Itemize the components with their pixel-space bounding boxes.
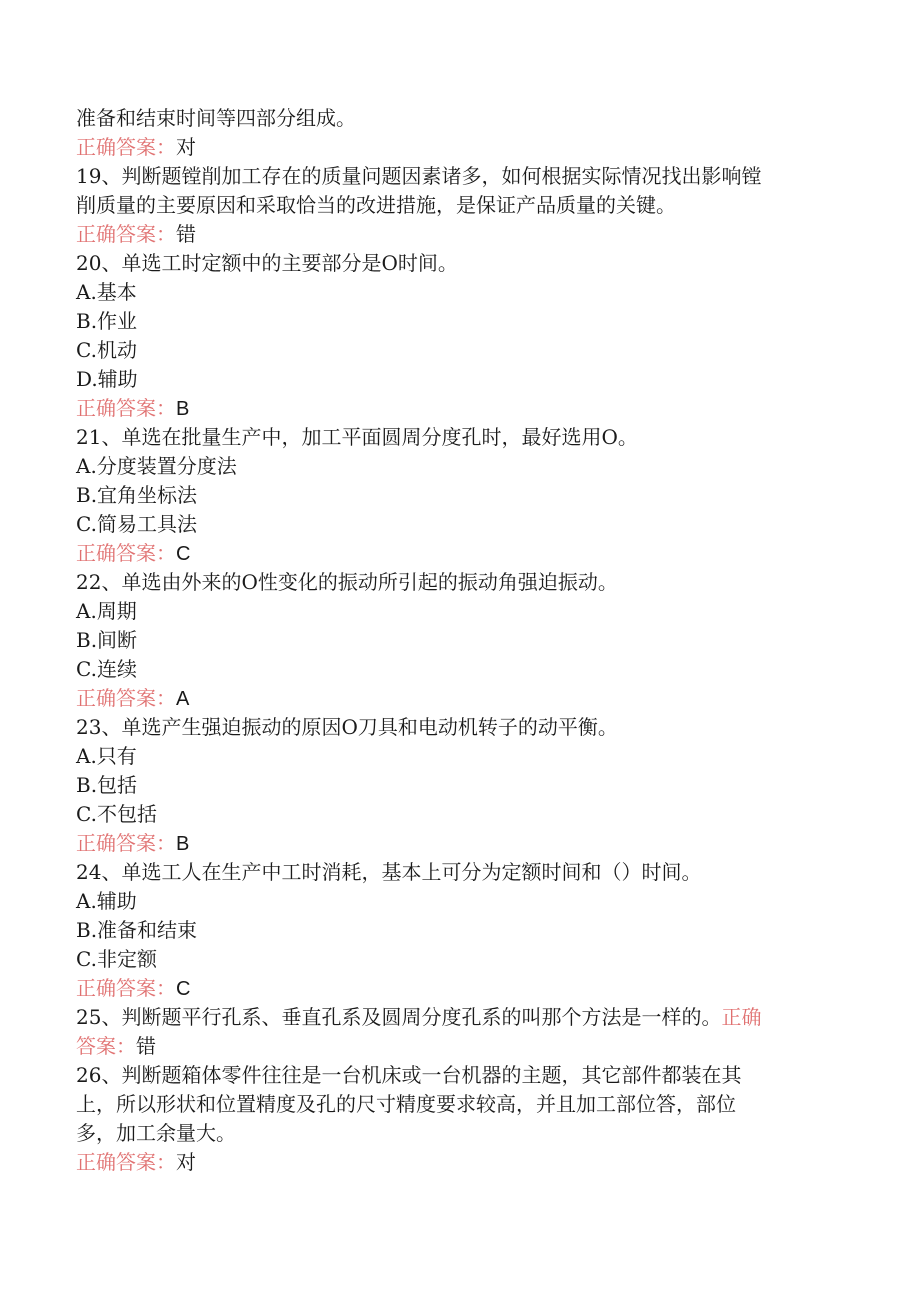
text-line: B.准备和结束 <box>76 918 198 942</box>
text-line: A.基本 <box>76 280 137 304</box>
text-line: B.包括 <box>76 773 138 797</box>
answer-line <box>76 394 816 423</box>
answer-value: 对 <box>176 135 196 159</box>
text-line: A.只有 <box>76 744 137 768</box>
text-line: B.间断 <box>76 628 138 652</box>
text-line: 准备和结束时间等四部分组成。 <box>76 106 356 130</box>
text-line: 26、判断题箱体零件往往是一台机床或一台机器的主题，其它部件都装在其 <box>76 1063 742 1087</box>
text-line: 21、单选在批量生产中，加工平面圆周分度孔时，最好选用O。 <box>76 425 638 449</box>
answer-line <box>76 684 816 713</box>
answer-value: A <box>176 688 190 710</box>
answer-line <box>76 133 816 162</box>
text-line: B.作业 <box>76 309 138 333</box>
text-line: C.机动 <box>76 338 137 362</box>
answer-label: 正确答案： <box>76 135 176 159</box>
text-line: 多，加工余量大。 <box>76 1121 236 1145</box>
text-line: A.辅助 <box>76 889 137 913</box>
answer-label: 正确答案： <box>76 396 176 420</box>
answer-label: 正确答案： <box>76 976 176 1000</box>
text-line: C.简易工具法 <box>76 512 197 536</box>
answer-label: 正确答案： <box>76 686 176 710</box>
text-line: 23、单选产生强迫振动的原因O刀具和电动机转子的动平衡。 <box>76 715 618 739</box>
text-line: A.周期 <box>76 599 137 623</box>
text-line: 24、单选工人在生产中工时消耗，基本上可分为定额时间和（）时间。 <box>76 860 702 884</box>
answer-value: C <box>176 978 191 1000</box>
answer-label: 正确答案： <box>76 222 176 246</box>
answer-label: 正确 <box>721 1005 762 1029</box>
answer-line <box>76 1032 816 1061</box>
answer-label: 正确答案： <box>76 541 176 565</box>
answer-value: C <box>176 543 191 565</box>
text-line: D.辅助 <box>76 367 138 391</box>
text-line <box>76 1003 816 1032</box>
text-line: 削质量的主要原因和采取恰当的改进措施，是保证产品质量的关键。 <box>76 193 676 217</box>
text-line: 20、单选工时定额中的主要部分是O时间。 <box>76 251 458 275</box>
answer-line <box>76 974 816 1003</box>
answer-line <box>76 1148 816 1177</box>
text-line: C.连续 <box>76 657 137 681</box>
document-page <box>76 104 816 1177</box>
text-line: C.非定额 <box>76 947 157 971</box>
question-text: 25、判断题平行孔系、垂直孔系及圆周分度孔系的叫那个方法是一样的。 <box>76 1005 722 1029</box>
text-line: 上，所以形状和位置精度及孔的尺寸精度要求较高，并且加工部位答，部位 <box>76 1092 736 1116</box>
text-line: 19、判断题镗削加工存在的质量问题因素诸多，如何根据实际情况找出影响镗 <box>76 164 762 188</box>
answer-value: 错 <box>136 1034 156 1058</box>
answer-label: 正确答案： <box>76 831 176 855</box>
answer-value: 对 <box>176 1150 196 1174</box>
answer-label: 正确答案： <box>76 1150 176 1174</box>
text-line: C.不包括 <box>76 802 157 826</box>
answer-value: 错 <box>176 222 196 246</box>
text-line: A.分度装置分度法 <box>76 454 237 478</box>
answer-value: B <box>176 833 190 855</box>
text-line: 22、单选由外来的O性变化的振动所引起的振动角强迫振动。 <box>76 570 618 594</box>
answer-value: B <box>176 398 190 420</box>
answer-line <box>76 220 816 249</box>
answer-line <box>76 539 816 568</box>
answer-line <box>76 829 816 858</box>
text-line: B.宜角坐标法 <box>76 483 198 507</box>
answer-label: 答案： <box>76 1034 136 1058</box>
